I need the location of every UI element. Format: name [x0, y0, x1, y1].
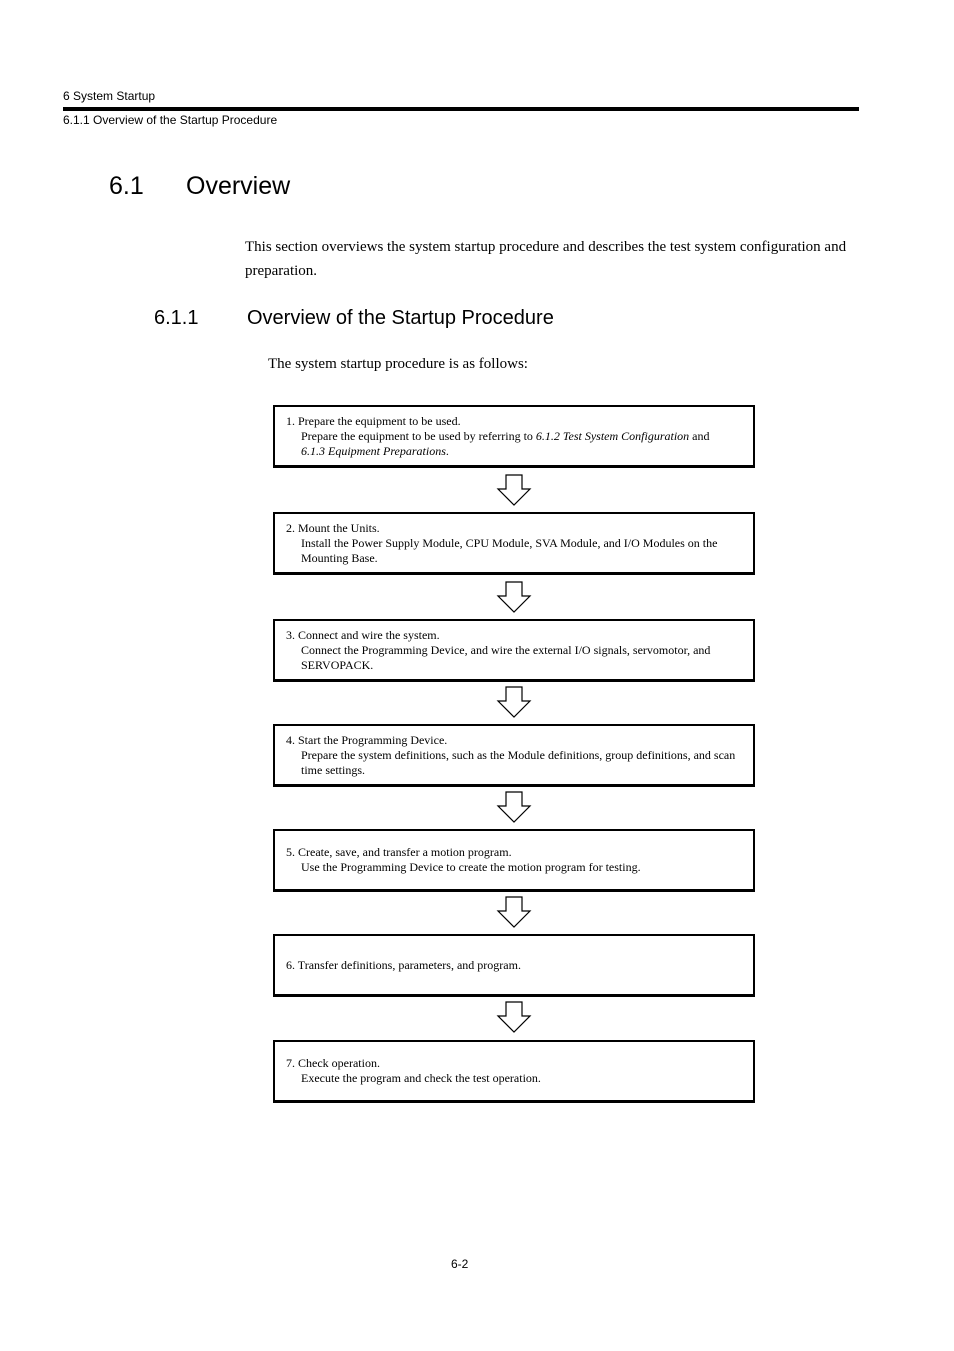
down-arrow-icon	[496, 581, 532, 613]
down-arrow-icon	[496, 791, 532, 823]
flow-step-title: 3. Connect and wire the system.	[286, 627, 440, 642]
flow-step-title: 2. Mount the Units.	[286, 520, 380, 535]
section-intro: This section overviews the system startup procedure and describes the test system configuration and preparation.	[245, 239, 847, 279]
flow-step-desc: Prepare the equipment to be used by referring to 6.1.2 Test System Configuration and 6.1.3 Equipment Preparations.	[301, 428, 710, 458]
flow-step-title: 1. Prepare the equipment to be used.	[286, 413, 461, 428]
down-arrow-icon	[496, 686, 532, 718]
subsection-number: 6.1.1	[154, 307, 199, 329]
flow-step-2	[273, 512, 755, 575]
down-arrow-icon	[496, 1001, 532, 1033]
procedure-lead: The system startup procedure is as follows:	[268, 356, 528, 372]
header-rule	[63, 107, 859, 111]
flow-step-1	[273, 405, 755, 468]
subsection-title: Overview of the Startup Procedure	[247, 307, 554, 329]
flow-step-desc: Execute the program and check the test operation.	[301, 1071, 541, 1085]
cross-reference-link: 6.1.2 Test System Configuration	[535, 428, 690, 443]
down-arrow-icon	[496, 474, 532, 506]
flow-step-desc: Prepare the system definitions, such as the Module definitions, group definitions, and scan time settings.	[301, 747, 736, 777]
flow-step-title: 5. Create, save, and transfer a motion program.	[286, 845, 512, 859]
flow-step-title: 6. Transfer definitions, parameters, and program.	[286, 957, 521, 972]
flow-step-desc: Install the Power Supply Module, CPU Module, SVA Module, and I/O Modules on the Mounting Base.	[301, 535, 718, 565]
section-title: Overview	[186, 172, 291, 200]
flow-step-3	[273, 619, 755, 682]
flow-step-6	[273, 934, 755, 997]
flow-step-desc: Use the Programming Device to create the motion program for testing.	[301, 860, 641, 874]
section-number: 6.1	[109, 172, 144, 200]
down-arrow-icon	[496, 896, 532, 928]
page-number: 6-2	[451, 1257, 469, 1271]
flow-step-desc: Connect the Programming Device, and wire the external I/O signals, servomotor, and SERVOPACK.	[301, 642, 711, 672]
flow-step-title: 4. Start the Programming Device.	[286, 732, 448, 747]
flow-step-title: 7. Check operation.	[286, 1056, 380, 1070]
cross-reference-link: 6.1.3 Equipment Preparations	[301, 443, 446, 458]
flow-step-4	[273, 724, 755, 787]
flow-step-5	[273, 829, 755, 892]
running-header-chapter: 6 System Startup	[63, 89, 156, 103]
flow-step-7	[273, 1040, 755, 1103]
running-header-section: 6.1.1 Overview of the Startup Procedure	[63, 113, 278, 127]
